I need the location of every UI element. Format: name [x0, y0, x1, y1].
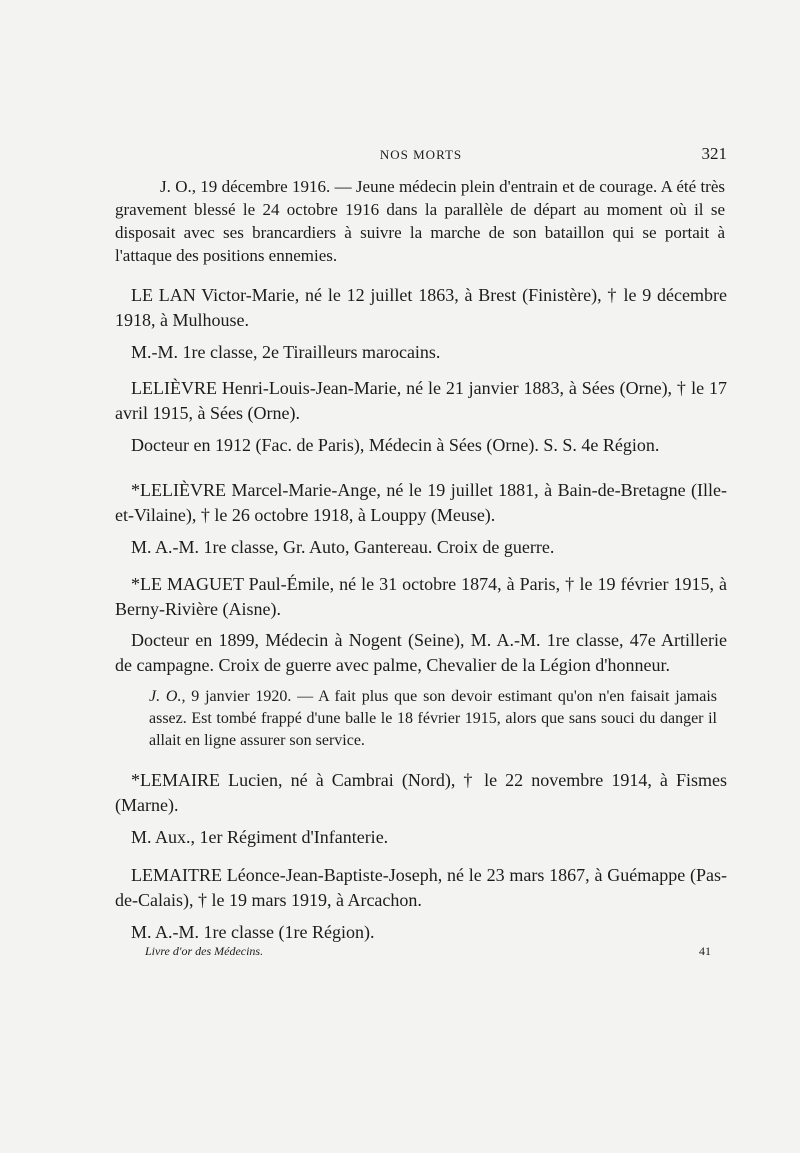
entry-lelievre-marcel: [115, 478, 727, 560]
entry-heading: *LE MAGUET Paul-Émile, né le 31 octobre 1874, à Paris, † le 19 février 1915, à Berny-Rivière (Aisne).: [115, 574, 727, 619]
entry-lemaitre: [115, 863, 727, 945]
citation-text: 9 janvier 1920. — A fait plus que son devoir estimant qu'on n'en faisait jamais assez. Est tombé frappé d'une balle le 18 février 1915, alors que sans souci du danger il allait en ligne assurer son service.: [149, 688, 717, 749]
signature-mark: 41: [699, 944, 711, 958]
running-header: [115, 144, 727, 167]
citation-reference: J. O.,: [149, 688, 186, 705]
entry-heading: *LELIÈVRE Marcel-Marie-Ange, né le 19 juillet 1881, à Bain-de-Bretagne (Ille-et-Vilaine), † le 26 octobre 1918, à Louppy (Meuse).: [115, 480, 727, 525]
entry-details: M. A.-M. 1re classe (1re Région).: [131, 922, 375, 942]
entry-heading: LEMAITRE Léonce-Jean-Baptiste-Joseph, né le 23 mars 1867, à Guémappe (Pas-de-Calais), † le 19 mars 1919, à Arcachon.: [115, 865, 727, 910]
entry-details: Docteur en 1912 (Fac. de Paris), Médecin à Sées (Orne). S. S. 4e Région.: [131, 435, 660, 455]
entry-details: Docteur en 1899, Médecin à Nogent (Seine), M. A.-M. 1re classe, 47e Artillerie de campagne. Croix de guerre avec palme, Chevalier de la Légion d'honneur.: [115, 630, 727, 675]
entry-details: M. A.-M. 1re classe, Gr. Auto, Gantereau. Croix de guerre.: [131, 537, 555, 557]
entry-heading: LE LAN Victor-Marie, né le 12 juillet 1863, à Brest (Finistère), † le 9 décembre 1918, à Mulhouse.: [115, 285, 727, 330]
page-footer: [145, 944, 711, 959]
continued-citation: [115, 175, 725, 267]
entry-le-lan: [115, 283, 727, 365]
header-title: NOS MORTS: [379, 147, 463, 162]
footer-book-title: Livre d'or des Médecins.: [145, 944, 264, 958]
citation-text: J. O., 19 décembre 1916. — Jeune médecin plein d'entrain et de courage. A été très gravement blessé le 24 octobre 1916 dans la parallèle de départ au moment où il se disposait avec ses brancardiers à suivre la marche de son bataillon qui se portait à l'attaque des positions ennemies.: [115, 177, 725, 265]
entry-heading: LELIÈVRE Henri-Louis-Jean-Marie, né le 21 janvier 1883, à Sées (Orne), † le 17 avril 1915, à Sées (Orne).: [115, 378, 727, 423]
entry-lemaire: [115, 768, 727, 850]
entry-le-maguet: [115, 572, 727, 752]
entry-lelievre-henri: [115, 376, 727, 458]
page-number: 321: [701, 144, 727, 163]
entry-citation: [149, 686, 717, 752]
entry-heading: *LEMAIRE Lucien, né à Cambrai (Nord), † le 22 novembre 1914, à Fismes (Marne).: [115, 770, 727, 815]
entry-details: M. Aux., 1er Régiment d'Infanterie.: [131, 827, 389, 847]
entry-details: M.-M. 1re classe, 2e Tirailleurs marocains.: [131, 342, 441, 362]
